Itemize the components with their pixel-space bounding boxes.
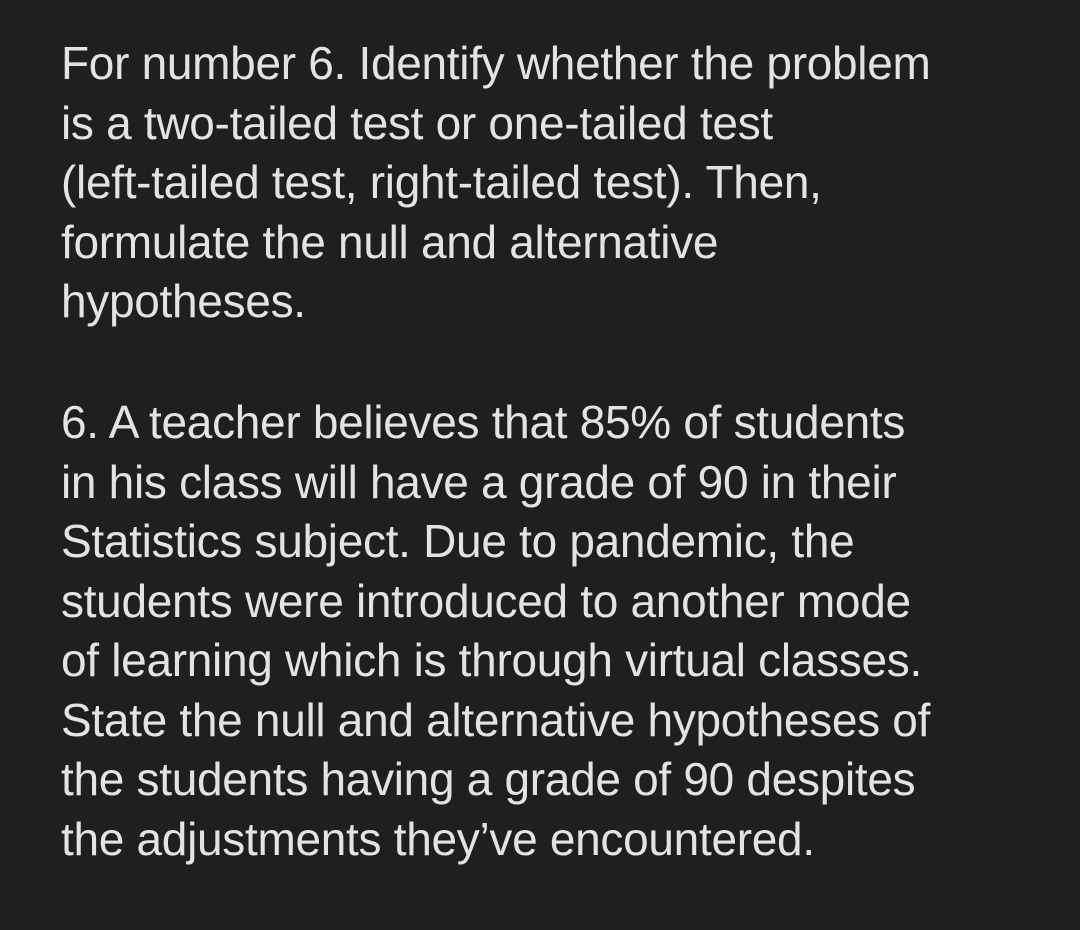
- instructions-paragraph: [61, 34, 1051, 332]
- problem-line: the adjustments they’ve encountered.: [61, 812, 815, 865]
- problem-line: in his class will have a grade of 90 in their: [61, 455, 897, 508]
- problem-line: students were introduced to another mode: [61, 574, 911, 627]
- problem-line: the students having a grade of 90 despites: [61, 753, 916, 805]
- problem-line: 6. A teacher believes that 85% of students: [61, 396, 906, 448]
- problem-line: of learning which is through virtual classes.: [61, 634, 922, 686]
- problem-line: Statistics subject. Due to pandemic, the: [61, 515, 855, 567]
- instructions-line: hypotheses.: [61, 275, 306, 327]
- instructions-line: (left-tailed test, right-tailed test). Then,: [61, 156, 822, 208]
- instructions-line: is a two-tailed test or one-tailed test: [61, 96, 773, 149]
- problem-line: State the null and alternative hypotheses of: [61, 693, 931, 746]
- problem-paragraph: [61, 393, 1051, 869]
- instructions-line: For number 6. Identify whether the problem: [61, 37, 931, 89]
- instructions-line: formulate the null and alternative: [61, 215, 719, 268]
